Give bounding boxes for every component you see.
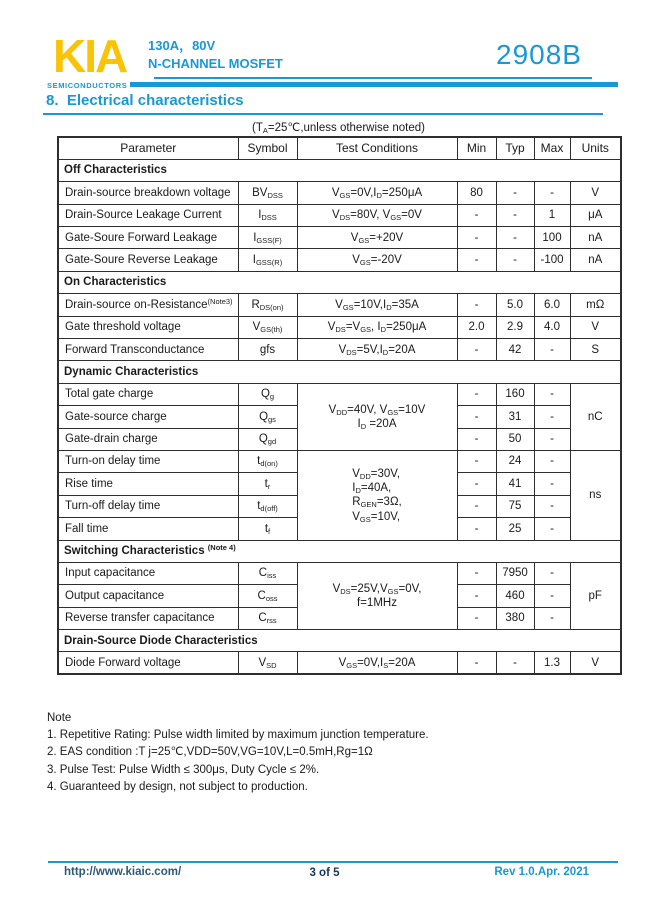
characteristics-table-wrap [57,120,620,675]
typ-cell: - [496,249,534,271]
max-cell: - [534,585,570,607]
parameter-cell: Gate-Soure Reverse Leakage [58,249,238,271]
footer-rule [48,861,618,863]
test-conditions-cell: $V_{DS}=25V,V_{GS}=0V$, f=1MHz [297,562,457,629]
symbol-cell: $Q_g$ [238,383,297,405]
units-cell: S [570,339,621,361]
units-cell: pF [570,562,621,629]
table-row [58,182,621,204]
parameter-cell: Forward Transconductance [58,339,238,361]
parameter-cell: Fall time [58,518,238,540]
test-conditions-cell: $V_{GS}=+20V$ [297,227,457,249]
symbol-cell: $t_{d(off)}$ [238,495,297,517]
section-label: Drain-Source Diode Characteristics [58,630,621,652]
section-label: Switching Characteristics $^{(Note 4)}$ [58,540,621,562]
typ-cell: - [496,204,534,226]
parameter-cell: Diode Forward voltage [58,652,238,674]
min-cell: - [457,204,496,226]
symbol-cell: $I_{GSS(R)}$ [238,249,297,271]
parameter-cell: Rise time [58,473,238,495]
typ-cell: 5.0 [496,294,534,316]
parameter-cell: Gate threshold voltage [58,316,238,338]
section-label: Dynamic Characteristics [58,361,621,383]
max-cell: 4.0 [534,316,570,338]
device-subtitle [148,37,283,73]
table-row [58,652,621,674]
note-item-3: 3. Pulse Test: Pulse Width ≤ 300μs, Duty Cycle ≤ 2%. [47,763,320,776]
section-row [58,271,621,293]
parameter-cell: Turn-on delay time [58,450,238,472]
parameter-cell: Input capacitance [58,562,238,584]
symbol-cell: $V_{GS(th)}$ [238,316,297,338]
symbol-cell: $I_{DSS}$ [238,204,297,226]
test-conditions-cell: $V_{DS}=V_{GS}$, $I_D=250\mu A$ [297,316,457,338]
column-header-units: Units [570,137,621,159]
symbol-cell: $C_{oss}$ [238,585,297,607]
max-cell: - [534,607,570,629]
symbol-cell: $V_{SD}$ [238,652,297,674]
max-cell: 1.3 [534,652,570,674]
symbol-cell: $t_{d(on)}$ [238,450,297,472]
max-cell: - [534,406,570,428]
column-header-symbol: Symbol [238,137,297,159]
typ-cell: - [496,182,534,204]
device-rating: 130A，80V [148,38,216,53]
symbol-cell: $I_{GSS(F)}$ [238,227,297,249]
notes-block [47,710,607,796]
typ-cell: 7950 [496,562,534,584]
max-cell: - [534,562,570,584]
typ-cell: 41 [496,473,534,495]
max-cell: - [534,518,570,540]
min-cell: - [457,428,496,450]
min-cell: - [457,406,496,428]
min-cell: - [457,562,496,584]
units-cell: V [570,316,621,338]
min-cell: - [457,383,496,405]
units-cell: μA [570,204,621,226]
header-rule-thick [130,82,618,87]
symbol-cell: $BV_{DSS}$ [238,182,297,204]
column-header-typ: Typ [496,137,534,159]
symbol-cell: $C_{rss}$ [238,607,297,629]
min-cell: - [457,227,496,249]
note-item-4: 4. Guaranteed by design, not subject to production. [47,780,308,793]
min-cell: 2.0 [457,316,496,338]
typ-cell: 31 [496,406,534,428]
max-cell: - [534,182,570,204]
min-cell: - [457,294,496,316]
typ-cell: 460 [496,585,534,607]
table-body [58,159,621,674]
typ-cell: 24 [496,450,534,472]
test-conditions-cell: $V_{GS}=0V,I_D=250\mu A$ [297,182,457,204]
header-rule-thin [154,77,592,79]
typ-cell: - [496,652,534,674]
kia-logo: KIA [53,30,127,82]
max-cell: - [534,428,570,450]
units-cell: V [570,652,621,674]
symbol-cell: $C_{iss}$ [238,562,297,584]
table-row [58,316,621,338]
table-row [58,339,621,361]
electrical-characteristics-table [57,136,622,675]
min-cell: - [457,249,496,271]
device-type: N-CHANNEL MOSFET [148,56,283,71]
max-cell: - [534,383,570,405]
typ-cell: 160 [496,383,534,405]
parameter-cell: Turn-off delay time [58,495,238,517]
test-conditions-cell: $V_{DD}=30V$, $I_D=40A$, $R_{GEN}=3\Omega$, $V_{GS}=10V$, [297,450,457,540]
min-cell: - [457,585,496,607]
part-number: 2908B [496,39,582,70]
min-cell: - [457,473,496,495]
max-cell: - [534,339,570,361]
max-cell: 100 [534,227,570,249]
page-title: 8. Electrical characteristics [43,92,603,115]
typ-cell: - [496,227,534,249]
units-cell: nC [570,383,621,450]
typ-cell: 2.9 [496,316,534,338]
notes-title: Note [47,712,72,724]
test-conditions-cell: $V_{GS}=-20V$ [297,249,457,271]
parameter-cell: Reverse transfer capacitance [58,607,238,629]
table-row [58,204,621,226]
parameter-cell: Total gate charge [58,383,238,405]
test-conditions-cell: $V_{DS}=80V$, $V_{GS}=0V$ [297,204,457,226]
table-row [58,562,621,584]
parameter-cell: Gate-source charge [58,406,238,428]
max-cell: -100 [534,249,570,271]
typ-cell: 75 [496,495,534,517]
min-cell: - [457,339,496,361]
min-cell: - [457,518,496,540]
section-row [58,159,621,181]
min-cell: 80 [457,182,496,204]
parameter-cell: Drain-Source Leakage Current [58,204,238,226]
min-cell: - [457,495,496,517]
test-conditions-cell: $V_{GS}=0V,I_S=20A$ [297,652,457,674]
units-cell: ns [570,450,621,540]
symbol-cell: $Q_{gd}$ [238,428,297,450]
max-cell: - [534,450,570,472]
column-header-min: Min [457,137,496,159]
logo-subtext: SEMICONDUCTORS [47,81,128,90]
column-header-max: Max [534,137,570,159]
typ-cell: 380 [496,607,534,629]
section-row [58,361,621,383]
table-caption: ($T_A=25℃,unless$ otherwise noted) [252,122,425,135]
test-conditions-cell: $V_{DD}=40V$, $V_{GS}=10V$ $I_D =20A$ [297,383,457,450]
table-row [58,249,621,271]
min-cell: - [457,607,496,629]
page-indicator: 3 of 5 [309,867,340,879]
units-cell: V [570,182,621,204]
min-cell: - [457,450,496,472]
parameter-cell: Gate-drain charge [58,428,238,450]
table-row [58,294,621,316]
max-cell: - [534,495,570,517]
note-item-2: 2. EAS condition :T j=25℃,VDD=50V,VG=10V,L=0.5mH,Rg=1Ω [47,746,373,759]
section-label: Off Characteristics [58,159,621,181]
parameter-cell: Output capacitance [58,585,238,607]
table-row [58,227,621,249]
parameter-cell: Drain-source on-Resistance$^{(Note3)}$ [58,294,238,316]
table-row [58,450,621,472]
column-header-parameter: Parameter [58,137,238,159]
footer-website-link[interactable]: http://www.kiaic.com/ [64,866,182,878]
max-cell: 6.0 [534,294,570,316]
test-conditions-cell: $V_{GS}=10V,I_D=35A$ [297,294,457,316]
symbol-cell: $R_{DS(on)}$ [238,294,297,316]
parameter-cell: Gate-Soure Forward Leakage [58,227,238,249]
max-cell: - [534,473,570,495]
units-cell: nA [570,227,621,249]
test-conditions-cell: $V_{DS}=5V,I_D=20A$ [297,339,457,361]
typ-cell: 50 [496,428,534,450]
revision-label: Rev 1.0.Apr. 2021 [494,866,589,878]
column-header-test-conditions: Test Conditions [297,137,457,159]
symbol-cell: $Q_{gs}$ [238,406,297,428]
symbol-cell: $t_r$ [238,473,297,495]
parameter-cell: Drain-source breakdown voltage [58,182,238,204]
min-cell: - [457,652,496,674]
table-row [58,383,621,405]
table-header-row [58,137,621,159]
symbol-cell: gfs [238,339,297,361]
section-row [58,630,621,652]
typ-cell: 25 [496,518,534,540]
note-item-1: 1. Repetitive Rating: Pulse width limited by maximum junction temperature. [47,729,429,742]
units-cell: nA [570,249,621,271]
units-cell: mΩ [570,294,621,316]
typ-cell: 42 [496,339,534,361]
section-label: On Characteristics [58,271,621,293]
symbol-cell: $t_f$ [238,518,297,540]
max-cell: 1 [534,204,570,226]
section-row [58,540,621,562]
